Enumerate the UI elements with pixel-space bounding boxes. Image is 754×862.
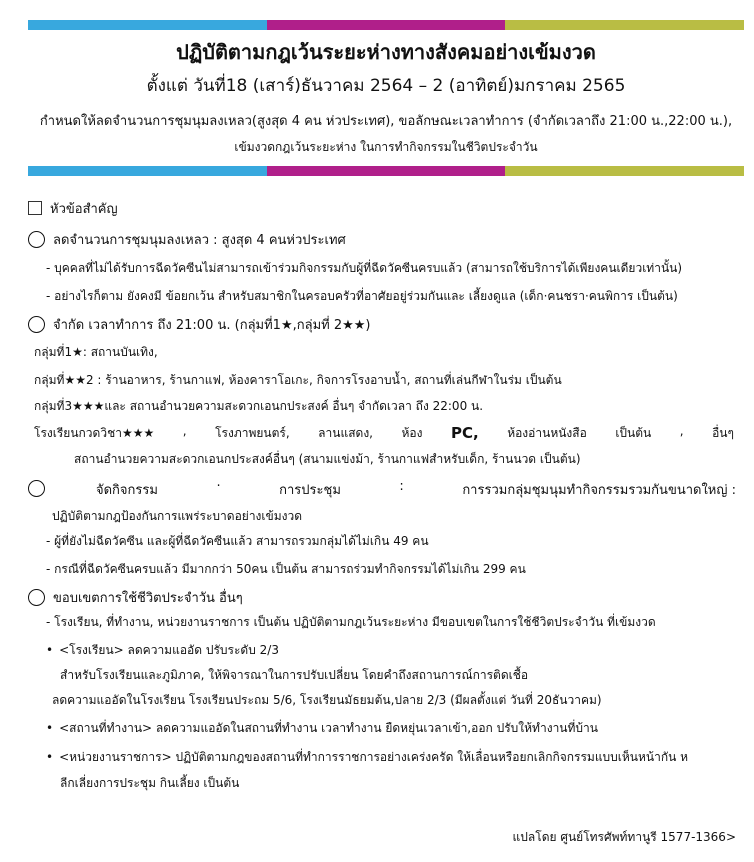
bar-segment-blue (28, 20, 267, 30)
circle-bullet-icon (28, 589, 45, 606)
item-events-sub-2: - กรณีที่ฉีดวัคซีนครบแล้ว มีมากกว่า 50คน เป็นต้น สามารถร่วมทำกิจกรรมได้ไม่เกิน 299 คน (46, 562, 526, 576)
header-note-line-2: เข้มงวดกฎเว้นระยะห่าง ในการทำกิจกรรมในชีวิตประจำวัน (234, 140, 538, 154)
item-daily-life (28, 589, 243, 607)
facility-list-row (34, 424, 734, 443)
group-3-text: กลุ่มที่3★★★และ สถานอำนวยความสะดวกเอนกประสงค์ อื่นๆ จำกัดเวลา ถึง 22:00 น. (34, 399, 484, 413)
facility-room: ห้อง (401, 426, 423, 440)
bottom-color-bar (28, 166, 744, 176)
bar-segment-blue (28, 166, 267, 176)
facility-reading-room: ห้องอ่านหนังสือ (507, 426, 587, 440)
facility-list-row-2: สถานอำนวยความสะดวกเอนกประสงค์อื่นๆ (สนามแข่งม้า, ร้านกาแฟสำหรับเด็ก, ร้านนวด เป็นต้น) (74, 452, 581, 466)
school-line-2: สำหรับโรงเรียนและภูมิภาค, ให้พิจารณาในการปรับเปลี่ยน โดยคำถึงสถานการณ์การติดเชื้อ (60, 668, 529, 682)
item-group-limit-sub-2: - อย่างไรก็ตาม ยังคงมี ข้อยกเว้น สำหรับสมาชิกในครอบครัวที่อาศัยอยู่ร่วมกันและ เลี้ยงดูแล (เด็ก·คนชรา·คนพิการ เป็นต้น) (46, 289, 678, 303)
item-events-row (96, 479, 736, 500)
item-business-hours-text: จำกัด เวลาทำการ ถึง 21:00 น. (กลุ่มที่1★,กลุ่มที่ 2★★) (53, 318, 371, 333)
item-events-line-2: ปฏิบัติตามกฎป้องกันการแพร่ระบาดอย่างเข้มงวด (52, 509, 303, 523)
translator-credit: แปลโดย ศูนย์โทรศัพท์ทานูรี 1577-1366> (512, 830, 736, 844)
facility-pc: PC, (450, 424, 479, 442)
item-events-part-1: จัดกิจกรรม (96, 483, 158, 498)
bar-segment-magenta (267, 20, 506, 30)
bar-segment-olive (505, 20, 744, 30)
facility-others: อื่นๆ (712, 426, 734, 440)
item-group-limit (28, 231, 346, 249)
item-events-part-2: · (216, 479, 221, 494)
item-group-limit-sub-1: - บุคคลที่ไม่ได้รับการฉีดวัคซีนไม่สามารถเข้าร่วมกิจกรรมกับผู้ที่ฉีดวัคซีนครบแล้ว (สามารถใช้บริการได้เพียงคนเดียวเท่านั้น) (46, 261, 683, 275)
page-subtitle: ตั้งแต่ วันที่18 (เสาร์)ธันวาคม 2564 – 2 (อาทิตย์)มกราคม 2565 (146, 76, 626, 96)
top-color-bar (28, 20, 744, 30)
facility-tutoring: โรงเรียนกวดวิชา★★★ (34, 426, 155, 440)
item-daily-life-text: ขอบเขตการใช้ชีวิตประจำวัน อื่นๆ (53, 591, 243, 606)
facility-etc: เป็นต้น (615, 426, 652, 440)
circle-bullet-icon (28, 231, 45, 248)
section-heading-text: หัวข้อสำคัญ (50, 202, 118, 217)
facility-sep: , (182, 424, 187, 438)
section-heading (28, 201, 118, 218)
item-group-limit-text: ลดจำนวนการชุมนุมลงเหลว : สูงสุด 4 คนห่วประเทศ (53, 233, 346, 248)
government-line-2: ลีกเลี่ยงการประชุม กินเลี้ยง เป็นต้น (60, 776, 240, 790)
header-note-line-1: กำหนดให้ลดจำนวนการชุมนุมลงเหลว(สูงสุด 4 คน ห่วประเทศ), ขอลักษณะเวลาทำการ (จำกัดเวลาถึง 21:00 น.,22:00 น.), (39, 114, 733, 129)
group-2-text: กลุ่มที่★★2 : ร้านอาหาร, ร้านกาแฟ, ห้องคาราโอเกะ, กิจการโรงอาบน้ำ, สถานที่เล่นกีฬาในร่ม เป็นต้น (34, 373, 562, 387)
item-events-sub-1: - ผู้ที่ยังไม่ฉีดวัคซีน และผู้ที่ฉีดวัคซีนแล้ว สามารถรวมกลุ่มได้ไม่เกิน 49 คน (46, 534, 429, 548)
facility-sep-2: , (679, 424, 684, 438)
school-bullet: • <โรงเรียน> ลดความแออัด ปรับระดับ 2/3 (46, 642, 279, 658)
item-events-part-5: การรวมกลุ่มชุมนุมทำกิจกรรมรวมกันขนาดใหญ่ : (462, 483, 736, 498)
government-bullet: • <หน่วยงานราชการ> ปฏิบัติตามกฎของสถานที่ทำการราชการอย่างเคร่งครัด ให้เลื่อนหรือยกเลิกกิจกรรมแบบเห็นหน้ากัน ห (46, 749, 688, 765)
school-line-3: ลดความแออัดในโรงเรียน โรงเรียนประถม 5/6, โรงเรียนมัธยมต้น,ปลาย 2/3 (มีผลตั้งแต่ วันที่ 20ธันวาคม) (52, 693, 602, 707)
facility-stage: ลานแสดง, (318, 426, 373, 440)
facility-cinema: โรงภาพยนตร์, (215, 426, 290, 440)
circle-bullet-icon (28, 316, 45, 333)
bar-segment-olive (505, 166, 744, 176)
page-title: ปฏิบัติตามกฎเว้นระยะห่างทางสังคมอย่างเข้มงวด (176, 40, 596, 64)
item-daily-life-sub-1: - โรงเรียน, ที่ทำงาน, หน่วยงานราชการ เป็นต้น ปฏิบัติตามกฎเว้นระยะห่าง มีขอบเขตในการใช้ชีวิตประจำวัน ที่เข้มงวด (46, 615, 656, 629)
checkbox-square-icon (28, 201, 42, 215)
group-1-text: กลุ่มที่1★: สถานบันเทิง, (34, 345, 158, 359)
item-events-part-3: การประชุม (279, 483, 341, 498)
workplace-bullet: • <สถานที่ทำงาน> ลดความแออัดในสถานที่ทำงาน เวลาทำงาน ยืดหยุ่นเวลาเข้า,ออก ปรับให้ทำงานที่บ้าน (46, 720, 598, 736)
item-events-part-4: : (399, 479, 404, 494)
circle-bullet-icon (28, 480, 45, 497)
bar-segment-magenta (267, 166, 506, 176)
item-business-hours (28, 316, 371, 334)
